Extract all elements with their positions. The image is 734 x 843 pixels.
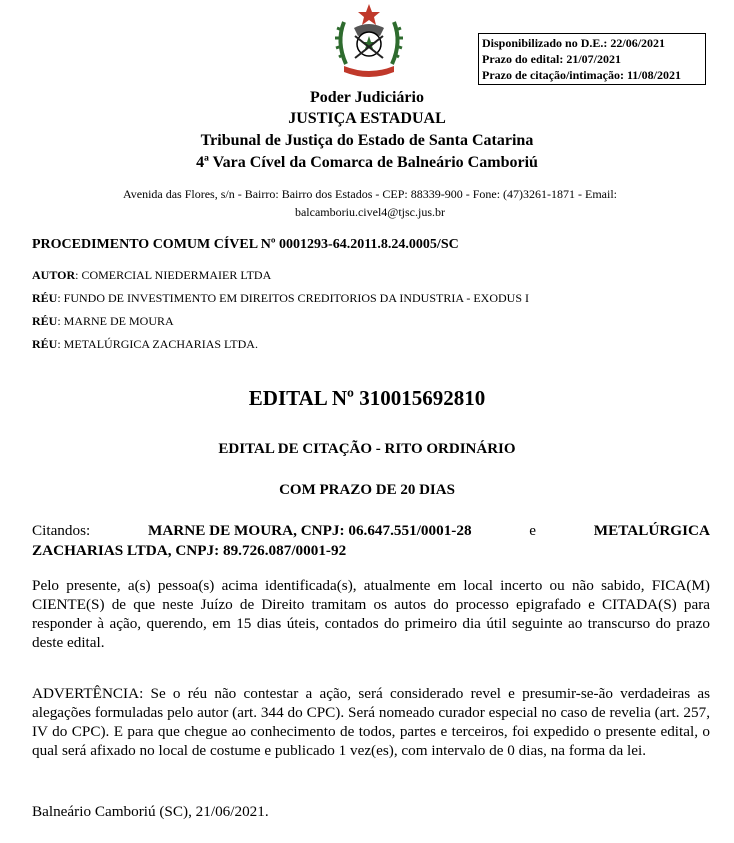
party-name: : METALÚRGICA ZACHARIAS LTDA. bbox=[57, 337, 258, 351]
closing-place-date: Balneário Camboriú (SC), 21/06/2021. bbox=[32, 803, 269, 820]
citandos-prefix: Citandos: bbox=[32, 522, 91, 539]
citando-metalurgica-end: ZACHARIAS LTDA, CNPJ: 89.726.087/0001-92 bbox=[32, 542, 347, 559]
header-tribunal: Tribunal de Justiça do Estado de Santa Catarina bbox=[200, 132, 534, 149]
party-role: AUTOR bbox=[32, 268, 76, 282]
citandos-line-1 bbox=[32, 521, 710, 540]
address-line-1: Avenida das Flores, s/n - Bairro: Bairro dos Estados - CEP: 88339-900 - Fone: (47)3261-1871 - Email: bbox=[122, 187, 618, 201]
citandos-connector: e bbox=[529, 522, 537, 539]
header-poder-judiciario: Poder Judiciário bbox=[310, 89, 424, 106]
party-row bbox=[32, 337, 258, 352]
address-email: balcamboriu.civel4@tjsc.jus.br bbox=[294, 205, 445, 219]
edital-subtitle: EDITAL DE CITAÇÃO - RITO ORDINÁRIO bbox=[218, 441, 516, 457]
publication-info-box bbox=[478, 33, 706, 85]
citando-metalurgica-start: METALÚRGICA bbox=[593, 522, 710, 539]
header-justica-estadual: JUSTIÇA ESTADUAL bbox=[288, 110, 446, 127]
prazo-title: COM PRAZO DE 20 DIAS bbox=[279, 482, 455, 498]
disponibilizado-date: Disponibilizado no D.E.: 22/06/2021 bbox=[482, 36, 666, 50]
party-name: : FUNDO DE INVESTIMENTO EM DIREITOS CREDITORIOS DA INDUSTRIA - EXODUS I bbox=[57, 291, 530, 305]
header-vara: 4ª Vara Cível da Comarca de Balneário Camboriú bbox=[196, 154, 538, 171]
procedure-number: PROCEDIMENTO COMUM CÍVEL Nº 0001293-64.2011.8.24.0005/SC bbox=[32, 237, 459, 252]
citandos-line-2 bbox=[32, 541, 710, 560]
party-role: RÉU bbox=[32, 337, 58, 351]
party-role: RÉU bbox=[32, 314, 58, 328]
party-row bbox=[32, 268, 271, 283]
prazo-edital-date: Prazo do edital: 21/07/2021 bbox=[482, 52, 621, 66]
paragraph-citation: Pelo presente, a(s) pessoa(s) acima identificada(s), atualmente em local incerto ou não sabido, FICA(M) CIENTE(S) de que neste Juízo de Direito tramitam os autos do processo epigrafado e CITADA(S) para responder à ação, querendo, em 15 dias úteis, contados do primeiro dia útil seguinte ao transcurso do prazo deste edital. bbox=[32, 577, 710, 651]
prazo-citacao-date: Prazo de citação/intimação: 11/08/2021 bbox=[482, 68, 681, 82]
coat-of-arms-emblem bbox=[330, 2, 408, 80]
citando-marne: MARNE DE MOURA, CNPJ: 06.647.551/0001-28 bbox=[147, 522, 472, 539]
party-row bbox=[32, 291, 529, 306]
party-name: : COMERCIAL NIEDERMAIER LTDA bbox=[75, 268, 272, 282]
party-name: : MARNE DE MOURA bbox=[57, 314, 174, 328]
paragraph-advertencia: ADVERTÊNCIA: Se o réu não contestar a ação, será considerado revel e presumir-se-ão verdadeiras as alegações formuladas pelo autor (art. 344 do CPC). Será nomeado curador especial no caso de revelia (art. 257, IV do CPC). E para que chegue ao conhecimento de todos, partes e terceiros, foi expedido o presente edital, o qual será afixado no local de costume e publicado 1 vez(es), com intervalo de 0 dias, na forma da lei. bbox=[32, 685, 710, 759]
party-row bbox=[32, 314, 174, 329]
party-role: RÉU bbox=[32, 291, 58, 305]
edital-title: EDITAL Nº 310015692810 bbox=[248, 386, 486, 410]
